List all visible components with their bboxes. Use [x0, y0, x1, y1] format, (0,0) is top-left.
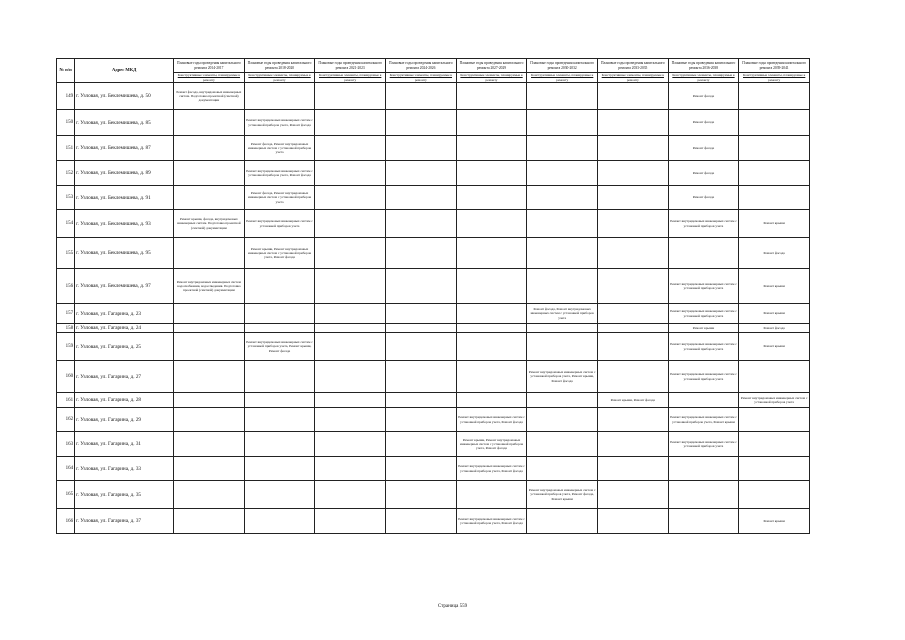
repair-cell — [527, 324, 598, 333]
row-number: 161 — [57, 393, 75, 408]
repair-cell — [598, 481, 669, 509]
table-row — [57, 393, 810, 408]
row-number: 150 — [57, 110, 75, 136]
repair-cell — [456, 186, 527, 210]
repair-cell: Ремонт крыши, фасада, внутридомовых инженерных систем. Подготовка проектной (сметной) документации — [174, 210, 245, 238]
repair-cell — [739, 361, 810, 393]
header-row — [57, 59, 810, 73]
repair-cell — [244, 509, 315, 534]
repair-cell: Ремонт крыши — [739, 509, 810, 534]
repair-cell — [386, 304, 457, 324]
row-number: 162 — [57, 408, 75, 432]
repair-cell: Ремонт крыши, Ремонт внутридомовых инженерных систем с установкой приборов учета, Ремонт фасада — [456, 432, 527, 457]
repair-cell — [456, 136, 527, 161]
repair-cell — [174, 186, 245, 210]
column-subheader: Конструктивные элементы, планируемые к ремонту — [174, 73, 245, 83]
repair-cell — [315, 457, 386, 481]
repair-cell: Ремонт внутридомовых инженерных систем с установкой приборов учета, Ремонт фасада — [244, 161, 315, 186]
repair-cell — [456, 269, 527, 304]
repair-cell — [386, 136, 457, 161]
repair-cell — [456, 161, 527, 186]
row-address: г. Узловая, ул. Гагарина, д. 31 — [75, 432, 174, 457]
repair-cell — [527, 186, 598, 210]
repair-cell — [456, 210, 527, 238]
repair-cell: Ремонт внутридомовых инженерных систем с установкой приборов учета — [668, 269, 739, 304]
row-address: г. Узловая, ул. Беклемишева, д. 93 — [75, 210, 174, 238]
column-subheader: Конструктивные элементы, планируемые к ремонту — [739, 73, 810, 83]
column-subheader: Конструктивные элементы, планируемые к ремонту — [598, 73, 669, 83]
repair-cell — [527, 83, 598, 110]
repair-cell — [174, 481, 245, 509]
repair-cell: Ремонт фасада, Ремонт внутридомовых инженерных систем с установкой приборов учета — [244, 136, 315, 161]
repair-cell — [668, 393, 739, 408]
row-address: г. Узловая, ул. Гагарина, д. 24 — [75, 324, 174, 333]
repair-cell — [456, 361, 527, 393]
repair-cell: Ремонт фасада — [668, 186, 739, 210]
column-header-period: Плановые годы проведения капитального ремонта 2014-2017 — [174, 59, 245, 73]
table-row — [57, 186, 810, 210]
repair-cell — [668, 238, 739, 269]
repair-cell: Ремонт внутридомовых инженерных систем с установкой приборов учета, Ремонт фасада — [244, 110, 315, 136]
row-number: 155 — [57, 238, 75, 269]
page-number: Страница 559 — [437, 604, 468, 609]
table-row — [57, 269, 810, 304]
repair-cell: Ремонт фасада — [739, 324, 810, 333]
repair-cell — [386, 324, 457, 333]
repair-cell: Ремонт фасада, Ремонт внутридомовых инженерных систем с установкой приборов учета — [527, 304, 598, 324]
repair-cell: Ремонт крыши, Ремонт фасада — [598, 393, 669, 408]
column-header-address: Адрес МКД — [75, 59, 174, 83]
repair-cell — [174, 161, 245, 186]
repair-cell — [527, 509, 598, 534]
column-subheader: Конструктивные элементы, планируемые к ремонту — [668, 73, 739, 83]
repair-cell — [244, 304, 315, 324]
repair-cell: Ремонт внутридомовых инженерных систем с установкой приборов учета, Ремонт фасада — [456, 509, 527, 534]
repair-cell — [315, 324, 386, 333]
repair-cell — [456, 333, 527, 361]
repair-cell — [527, 333, 598, 361]
repair-cell — [174, 457, 245, 481]
repair-cell — [527, 269, 598, 304]
row-address: г. Узловая, ул. Гагарина, д. 27 — [75, 361, 174, 393]
repair-cell — [598, 408, 669, 432]
row-number: 153 — [57, 186, 75, 210]
row-number: 166 — [57, 509, 75, 534]
repair-cell — [386, 110, 457, 136]
table-row — [57, 83, 810, 110]
repair-cell — [527, 238, 598, 269]
repair-cell: Ремонт внутридомовых инженерных систем с установкой приборов учета, Ремонт крыши, Ремонт фасада — [527, 361, 598, 393]
repair-cell — [598, 238, 669, 269]
repair-cell — [244, 408, 315, 432]
repair-cell — [598, 509, 669, 534]
repair-cell — [668, 481, 739, 509]
row-number: 156 — [57, 269, 75, 304]
repair-cell — [739, 432, 810, 457]
row-address: г. Узловая, ул. Беклемишева, д. 95 — [75, 238, 174, 269]
row-number: 164 — [57, 457, 75, 481]
table-row — [57, 136, 810, 161]
repair-cell — [386, 457, 457, 481]
repair-cell — [174, 333, 245, 361]
row-address: г. Узловая, ул. Гагарина, д. 23 — [75, 304, 174, 324]
row-number: 165 — [57, 481, 75, 509]
repair-cell: Ремонт крыши — [739, 210, 810, 238]
column-header-period: Плановые годы проведения капитального ремонта 2030-2032 — [527, 59, 598, 73]
column-header-period: Плановые годы проведения капитального ремонта 2027-2029 — [456, 59, 527, 73]
repair-cell — [598, 269, 669, 304]
column-subheader: Конструктивные элементы, планируемые к ремонту — [386, 73, 457, 83]
column-subheader: Конструктивные элементы, планируемые к ремонту — [456, 73, 527, 83]
repair-cell — [386, 83, 457, 110]
column-subheader: Конструктивные элементы, планируемые к ремонту — [315, 73, 386, 83]
row-address: г. Узловая, ул. Гагарина, д. 33 — [75, 457, 174, 481]
repair-cell — [244, 432, 315, 457]
repair-cell: Ремонт внутридомовых инженерных систем с установкой приборов учета — [668, 210, 739, 238]
repair-cell — [386, 238, 457, 269]
repair-cell — [244, 83, 315, 110]
table-row — [57, 361, 810, 393]
repair-cell — [386, 361, 457, 393]
repair-cell — [244, 457, 315, 481]
row-number: 151 — [57, 136, 75, 161]
column-header-number: № п/п — [57, 59, 75, 83]
row-address: г. Узловая, ул. Гагарина, д. 25 — [75, 333, 174, 361]
table-row — [57, 509, 810, 534]
repair-cell: Ремонт крыши — [739, 304, 810, 324]
row-address: г. Узловая, ул. Беклемишева, д. 85 — [75, 110, 174, 136]
repair-cell — [668, 457, 739, 481]
table-row — [57, 457, 810, 481]
repair-cell — [386, 393, 457, 408]
repair-cell — [598, 457, 669, 481]
column-subheader: Конструктивные элементы, планируемые к ремонту — [527, 73, 598, 83]
repair-cell — [315, 186, 386, 210]
column-header-period: Плановые годы проведения капитального ремонта 2021-2023 — [315, 59, 386, 73]
repair-cell — [527, 136, 598, 161]
row-number: 154 — [57, 210, 75, 238]
repair-cell: Ремонт внутридомовых инженерных систем с установкой приборов учета — [668, 333, 739, 361]
row-number: 149 — [57, 83, 75, 110]
repair-cell — [244, 361, 315, 393]
repair-cell — [386, 186, 457, 210]
repair-cell — [315, 161, 386, 186]
table-row — [57, 324, 810, 333]
table-row — [57, 408, 810, 432]
repair-cell: Ремонт внутридомовых инженерных систем с установкой приборов учета, Ремонт фасада — [456, 408, 527, 432]
row-number: 159 — [57, 333, 75, 361]
table-row — [57, 304, 810, 324]
repair-cell: Ремонт внутридомовых инженерных систем водоснабжения, водоотведения. Подготовка проектной (сметной) документации — [174, 269, 245, 304]
repair-cell — [174, 324, 245, 333]
repair-cell — [598, 136, 669, 161]
repair-cell — [174, 304, 245, 324]
repair-cell — [598, 83, 669, 110]
row-address: г. Узловая, ул. Беклемишева, д. 89 — [75, 161, 174, 186]
row-address: г. Узловая, ул. Гагарина, д. 37 — [75, 509, 174, 534]
repair-cell — [386, 481, 457, 509]
repair-cell — [456, 393, 527, 408]
repair-cell — [174, 393, 245, 408]
capital-repair-plan-table — [56, 58, 810, 534]
column-header-period: Плановые годы проведения капитального ремонта 2039-2041 — [739, 59, 810, 73]
repair-cell — [456, 324, 527, 333]
row-number: 158 — [57, 324, 75, 333]
repair-cell — [174, 361, 245, 393]
repair-cell — [386, 333, 457, 361]
column-header-period: Плановые годы проведения капитального ремонта 2036-2038 — [668, 59, 739, 73]
repair-cell: Ремонт фасада — [739, 238, 810, 269]
repair-cell — [598, 110, 669, 136]
row-number: 163 — [57, 432, 75, 457]
repair-cell — [668, 509, 739, 534]
repair-cell: Ремонт внутридомовых инженерных систем с установкой приборов учета, Ремонт крыши, Ремонт фасада — [244, 333, 315, 361]
repair-cell: Ремонт внутридомовых инженерных систем с установкой приборов учета — [244, 210, 315, 238]
repair-cell: Ремонт крыши, Ремонт внутридомовых инженерных систем с установкой приборов учета, Ремонт фасада — [244, 238, 315, 269]
repair-cell — [527, 408, 598, 432]
repair-cell — [456, 304, 527, 324]
repair-cell: Ремонт фасада — [668, 161, 739, 186]
repair-cell — [598, 324, 669, 333]
repair-cell: Ремонт крыши — [739, 269, 810, 304]
repair-cell — [598, 333, 669, 361]
repair-cell — [386, 408, 457, 432]
row-number: 152 — [57, 161, 75, 186]
repair-cell — [315, 509, 386, 534]
repair-cell — [739, 110, 810, 136]
repair-cell — [315, 481, 386, 509]
column-subheader: Конструктивные элементы, планируемые к ремонту — [244, 73, 315, 83]
repair-cell: Ремонт внутридомовых инженерных систем с установкой приборов учета, Ремонт крыши — [668, 408, 739, 432]
column-header-period: Плановые годы проведения капитального ремонта 2024-2026 — [386, 59, 457, 73]
repair-cell: Ремонт фасада, внутридомовых инженерных систем. Подготовка проектной (сметной) документации — [174, 83, 245, 110]
repair-cell — [315, 432, 386, 457]
repair-cell — [527, 393, 598, 408]
repair-cell — [598, 361, 669, 393]
repair-cell — [456, 83, 527, 110]
row-number: 160 — [57, 361, 75, 393]
repair-cell — [739, 161, 810, 186]
repair-cell — [315, 136, 386, 161]
repair-cell — [174, 432, 245, 457]
row-address: г. Узловая, ул. Беклемишева, д. 50 — [75, 83, 174, 110]
repair-cell: Ремонт внутридомовых инженерных систем с установкой приборов учета — [739, 393, 810, 408]
table-row — [57, 161, 810, 186]
row-number: 157 — [57, 304, 75, 324]
row-address: г. Узловая, ул. Гагарина, д. 35 — [75, 481, 174, 509]
repair-cell — [244, 481, 315, 509]
repair-cell — [527, 210, 598, 238]
table-row — [57, 210, 810, 238]
repair-cell: Ремонт внутридомовых инженерных систем с установкой приборов учета, Ремонт фасада — [456, 457, 527, 481]
repair-cell — [315, 210, 386, 238]
repair-cell: Ремонт фасада — [668, 83, 739, 110]
repair-cell — [598, 186, 669, 210]
repair-cell — [174, 408, 245, 432]
table-row — [57, 481, 810, 509]
repair-cell — [739, 408, 810, 432]
repair-cell — [598, 210, 669, 238]
table-row — [57, 110, 810, 136]
repair-cell — [315, 393, 386, 408]
repair-cell — [386, 210, 457, 238]
repair-cell — [527, 110, 598, 136]
repair-cell — [527, 432, 598, 457]
repair-cell — [456, 481, 527, 509]
repair-cell — [598, 304, 669, 324]
table-row — [57, 238, 810, 269]
repair-cell: Ремонт внутридомовых инженерных систем с установкой приборов учета — [668, 432, 739, 457]
repair-cell — [598, 432, 669, 457]
repair-cell — [315, 110, 386, 136]
repair-cell — [174, 110, 245, 136]
repair-cell — [315, 238, 386, 269]
repair-cell: Ремонт фасада — [668, 136, 739, 161]
repair-cell — [739, 83, 810, 110]
repair-cell — [456, 238, 527, 269]
repair-cell — [386, 161, 457, 186]
repair-cell: Ремонт крыши — [739, 333, 810, 361]
repair-cell: Ремонт фасада — [668, 110, 739, 136]
column-header-period: Плановые годы проведения капитального ремонта 2033-2035 — [598, 59, 669, 73]
row-address: г. Узловая, ул. Беклемишева, д. 87 — [75, 136, 174, 161]
repair-cell — [244, 324, 315, 333]
repair-cell — [386, 509, 457, 534]
repair-cell: Ремонт внутридомовых инженерных систем с установкой приборов учета — [668, 361, 739, 393]
repair-cell — [739, 481, 810, 509]
repair-cell — [244, 269, 315, 304]
row-address: г. Узловая, ул. Гагарина, д. 28 — [75, 393, 174, 408]
repair-cell — [315, 83, 386, 110]
repair-cell — [527, 457, 598, 481]
row-address: г. Узловая, ул. Беклемишева, д. 97 — [75, 269, 174, 304]
repair-cell — [315, 361, 386, 393]
repair-cell — [527, 161, 598, 186]
repair-cell: Ремонт фасада, Ремонт внутридомовых инженерных систем с установкой приборов учета — [244, 186, 315, 210]
repair-cell: Ремонт внутридомовых инженерных систем с установкой приборов учета — [668, 304, 739, 324]
repair-cell: Ремонт крыши — [668, 324, 739, 333]
repair-cell — [174, 509, 245, 534]
table-row — [57, 432, 810, 457]
repair-cell — [386, 269, 457, 304]
repair-cell — [174, 136, 245, 161]
repair-cell — [739, 457, 810, 481]
repair-cell — [315, 333, 386, 361]
table-body — [57, 83, 810, 534]
repair-cell — [386, 432, 457, 457]
column-header-period: Плановые годы проведения капитального ремонта 2018-2020 — [244, 59, 315, 73]
repair-cell — [174, 238, 245, 269]
repair-cell — [315, 269, 386, 304]
repair-cell: Ремонт внутридомовых инженерных систем с установкой приборов учета, Ремонт фасада, Ремонт крыши — [527, 481, 598, 509]
row-address: г. Узловая, ул. Гагарина, д. 29 — [75, 408, 174, 432]
repair-cell — [739, 186, 810, 210]
repair-cell — [598, 161, 669, 186]
repair-cell — [739, 136, 810, 161]
row-address: г. Узловая, ул. Беклемишева, д. 91 — [75, 186, 174, 210]
repair-cell — [244, 393, 315, 408]
table-row — [57, 333, 810, 361]
repair-cell — [315, 408, 386, 432]
repair-cell — [315, 304, 386, 324]
repair-cell — [456, 110, 527, 136]
